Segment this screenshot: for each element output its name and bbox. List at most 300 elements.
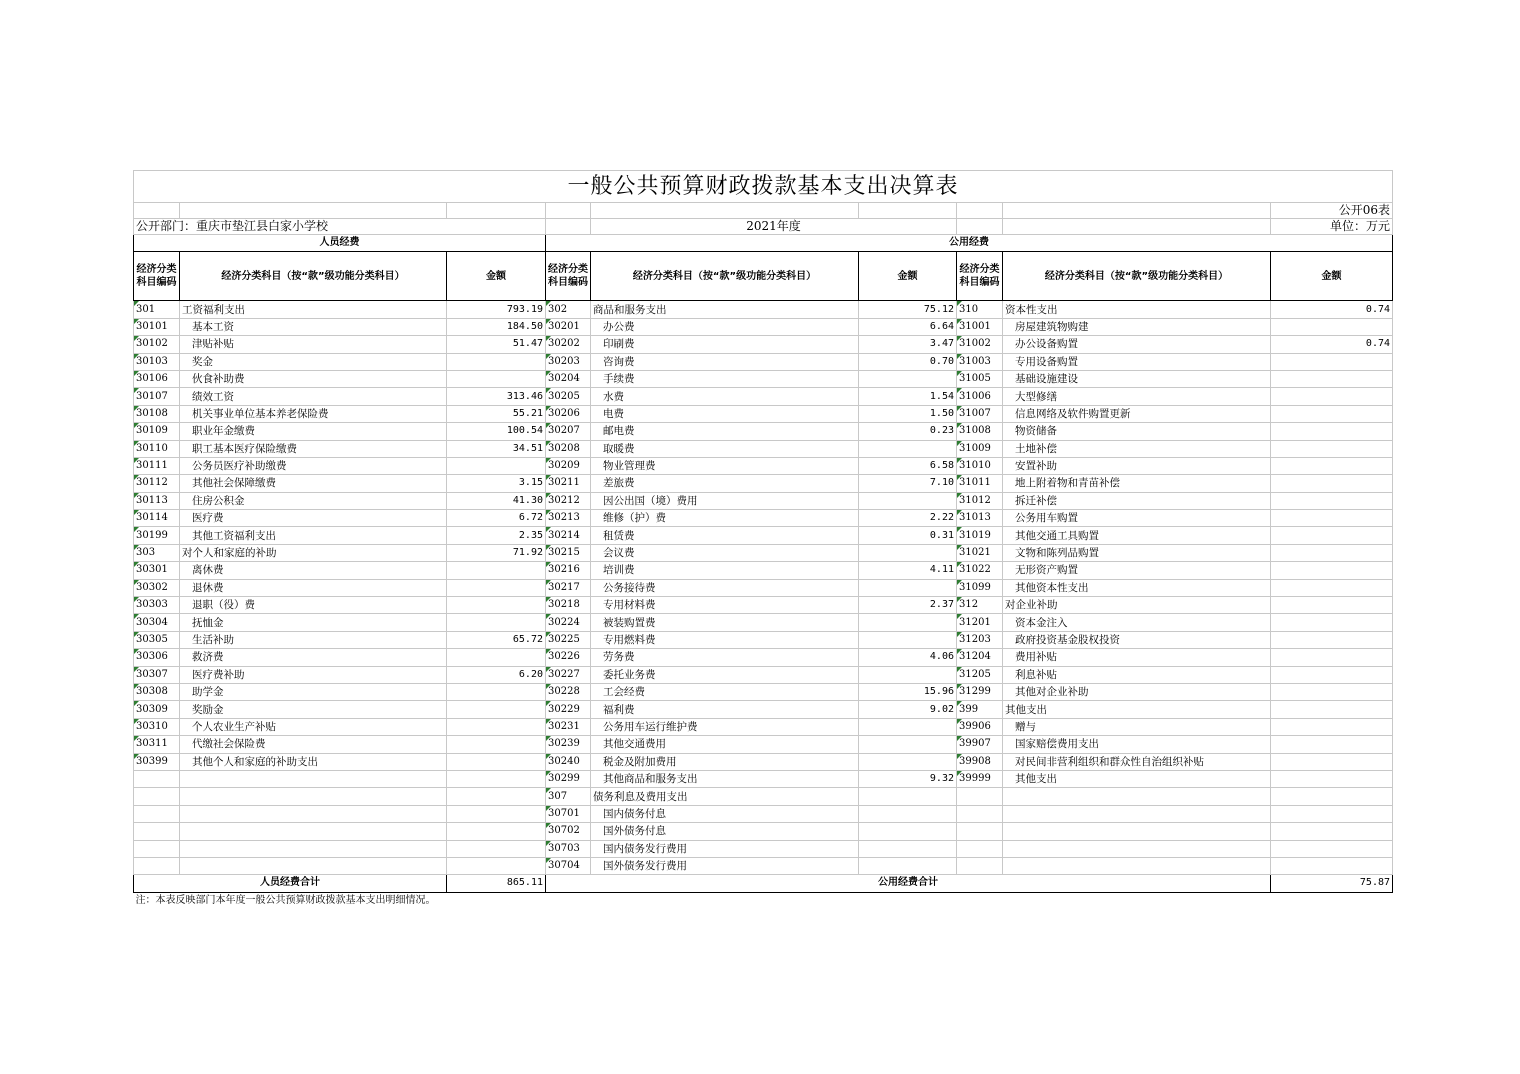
row-name: 伙食补助费 bbox=[180, 370, 447, 387]
row-name: 基本工资 bbox=[180, 318, 447, 335]
row-code-text: 30114 bbox=[136, 512, 168, 524]
row-code-text: 30306 bbox=[136, 651, 168, 663]
row-code bbox=[134, 562, 180, 579]
row-code-text: 30101 bbox=[136, 320, 168, 332]
row-code bbox=[546, 805, 591, 822]
row-amount: 6.58 bbox=[859, 457, 957, 474]
row-code bbox=[957, 527, 1003, 544]
row-amount bbox=[447, 683, 546, 700]
row-code-text: 30110 bbox=[136, 442, 168, 454]
row-code-text: 30702 bbox=[548, 825, 580, 837]
row-amount bbox=[1271, 597, 1393, 614]
cell-flag-icon bbox=[546, 371, 551, 376]
row-code bbox=[134, 544, 180, 561]
row-name: 国外债务发行费用 bbox=[591, 857, 859, 874]
cell-flag-icon bbox=[546, 527, 551, 532]
row-name: 退休费 bbox=[180, 579, 447, 596]
row-amount bbox=[1271, 527, 1393, 544]
row-name: 职业年金缴费 bbox=[180, 423, 447, 440]
row-name: 其他支出 bbox=[1003, 701, 1271, 718]
row-name: 水费 bbox=[591, 388, 859, 405]
row-code bbox=[957, 736, 1003, 753]
row-name: 物业管理费 bbox=[591, 457, 859, 474]
row-name: 政府投资基金股权投资 bbox=[1003, 631, 1271, 648]
row-code-text: 30206 bbox=[548, 407, 580, 419]
table-row bbox=[134, 718, 1393, 735]
row-code bbox=[957, 770, 1003, 787]
row-code bbox=[134, 823, 180, 840]
row-amount bbox=[1271, 701, 1393, 718]
row-name: 被装购置费 bbox=[591, 614, 859, 631]
row-code-text: 30209 bbox=[548, 460, 580, 472]
table-row bbox=[134, 840, 1393, 857]
cell-flag-icon bbox=[957, 458, 962, 463]
row-code bbox=[134, 510, 180, 527]
cell-flag-icon bbox=[134, 510, 139, 515]
row-code bbox=[546, 597, 591, 614]
row-amount: 2.22 bbox=[859, 510, 957, 527]
row-amount bbox=[1271, 666, 1393, 683]
row-amount bbox=[1271, 753, 1393, 770]
row-code-text: 30228 bbox=[548, 686, 580, 698]
cell-flag-icon bbox=[134, 371, 139, 376]
row-amount bbox=[447, 562, 546, 579]
cell-flag-icon bbox=[134, 667, 139, 672]
row-name: 住房公积金 bbox=[180, 492, 447, 509]
row-code bbox=[957, 475, 1003, 492]
cell-flag-icon bbox=[957, 667, 962, 672]
row-code bbox=[546, 370, 591, 387]
cell-flag-icon bbox=[546, 580, 551, 585]
cell-flag-icon bbox=[957, 319, 962, 324]
row-code bbox=[957, 683, 1003, 700]
table-row bbox=[134, 370, 1393, 387]
cell-flag-icon bbox=[134, 719, 139, 724]
row-amount bbox=[447, 736, 546, 753]
table-row bbox=[134, 353, 1393, 370]
row-code-text: 31201 bbox=[959, 616, 991, 628]
row-amount: 6.64 bbox=[859, 318, 957, 335]
cell-flag-icon bbox=[134, 701, 139, 706]
row-amount: 34.51 bbox=[447, 440, 546, 457]
row-code-text: 30225 bbox=[548, 634, 580, 645]
row-code-text: 30240 bbox=[548, 755, 580, 767]
row-code-text: 30310 bbox=[136, 720, 168, 732]
row-amount bbox=[1271, 423, 1393, 440]
row-code bbox=[546, 823, 591, 840]
cell-flag-icon bbox=[546, 423, 551, 428]
cell-flag-icon bbox=[957, 475, 962, 480]
cell-flag-icon bbox=[957, 562, 962, 567]
table-row bbox=[134, 457, 1393, 474]
row-amount: 3.15 bbox=[447, 475, 546, 492]
cell-flag-icon bbox=[546, 354, 551, 359]
row-name: 资本性支出 bbox=[1003, 301, 1271, 318]
row-amount bbox=[1271, 823, 1393, 840]
unit-label: 单位：万元 bbox=[1271, 219, 1393, 235]
cell-flag-icon bbox=[134, 545, 139, 550]
row-amount: 313.46 bbox=[447, 388, 546, 405]
row-code bbox=[134, 683, 180, 700]
row-name: 生活补助 bbox=[180, 631, 447, 648]
table-row bbox=[134, 527, 1393, 544]
row-amount: 793.19 bbox=[447, 301, 546, 318]
row-name: 劳务费 bbox=[591, 649, 859, 666]
row-amount bbox=[1271, 388, 1393, 405]
row-amount bbox=[859, 857, 957, 874]
cell-flag-icon bbox=[134, 388, 139, 393]
row-code bbox=[546, 579, 591, 596]
table-row bbox=[134, 753, 1393, 770]
row-code-text: 30215 bbox=[548, 547, 580, 559]
cell-flag-icon bbox=[957, 406, 962, 411]
row-code-text: 30231 bbox=[548, 720, 580, 732]
row-amount bbox=[859, 736, 957, 753]
row-name: 对企业补助 bbox=[1003, 597, 1271, 614]
row-code-text: 30106 bbox=[136, 373, 168, 385]
row-amount bbox=[1271, 840, 1393, 857]
public-group-header: 公用经费 bbox=[546, 235, 1393, 252]
row-name: 专用设备购置 bbox=[1003, 353, 1271, 370]
cell-flag-icon bbox=[134, 736, 139, 741]
row-code bbox=[546, 388, 591, 405]
row-name: 商品和服务支出 bbox=[591, 301, 859, 318]
row-code bbox=[134, 597, 180, 614]
row-code bbox=[546, 423, 591, 440]
row-amount: 1.50 bbox=[859, 405, 957, 422]
row-name: 国内债务发行费用 bbox=[591, 840, 859, 857]
row-amount bbox=[859, 614, 957, 631]
row-code-text: 39908 bbox=[959, 755, 991, 767]
row-amount bbox=[1271, 805, 1393, 822]
row-code bbox=[134, 701, 180, 718]
row-code bbox=[957, 544, 1003, 561]
cell-flag-icon bbox=[957, 423, 962, 428]
cell-flag-icon bbox=[546, 771, 551, 776]
row-name: 助学金 bbox=[180, 683, 447, 700]
row-code bbox=[957, 649, 1003, 666]
row-name: 取暖费 bbox=[591, 440, 859, 457]
row-name bbox=[180, 788, 447, 805]
row-code-text: 399 bbox=[959, 703, 979, 715]
row-code-text: 30308 bbox=[136, 686, 168, 698]
row-code-text: 31012 bbox=[959, 494, 991, 506]
row-code-text: 30112 bbox=[136, 477, 168, 489]
cell-flag-icon bbox=[546, 754, 551, 759]
row-code bbox=[546, 457, 591, 474]
row-code-text: 31007 bbox=[959, 407, 991, 419]
cell-flag-icon bbox=[546, 736, 551, 741]
row-name: 工会经费 bbox=[591, 683, 859, 700]
row-name: 拆迁补偿 bbox=[1003, 492, 1271, 509]
row-code-text: 31205 bbox=[959, 668, 991, 680]
cell-flag-icon bbox=[957, 684, 962, 689]
table-note: 注：本表反映部门本年度一般公共预算财政拨款基本支出明细情况。 bbox=[135, 894, 436, 906]
row-code-text: 31003 bbox=[959, 355, 991, 367]
cell-flag-icon bbox=[957, 371, 962, 376]
row-code bbox=[957, 370, 1003, 387]
row-name: 委托业务费 bbox=[591, 666, 859, 683]
cell-flag-icon bbox=[546, 441, 551, 446]
cell-flag-icon bbox=[957, 354, 962, 359]
row-amount bbox=[447, 753, 546, 770]
cell-flag-icon bbox=[957, 441, 962, 446]
cell-flag-icon bbox=[134, 580, 139, 585]
cell-flag-icon bbox=[957, 545, 962, 550]
row-code bbox=[546, 336, 591, 353]
department-label: 公开部门：重庆市垫江县白家小学校 bbox=[134, 219, 546, 235]
budget-sheet bbox=[133, 170, 1392, 909]
cell-flag-icon bbox=[957, 649, 962, 654]
col-header-code: 经济分类科目编码 bbox=[957, 252, 1003, 301]
row-code bbox=[546, 562, 591, 579]
row-name: 绩效工资 bbox=[180, 388, 447, 405]
table-row bbox=[134, 736, 1393, 753]
row-code bbox=[957, 614, 1003, 631]
row-code bbox=[134, 736, 180, 753]
cell-flag-icon bbox=[546, 684, 551, 689]
cell-flag-icon bbox=[957, 614, 962, 619]
row-amount bbox=[447, 823, 546, 840]
cell-flag-icon bbox=[134, 354, 139, 359]
row-amount bbox=[447, 857, 546, 874]
row-code-text: 30102 bbox=[136, 338, 168, 350]
row-name: 医疗费补助 bbox=[180, 666, 447, 683]
row-amount: 9.02 bbox=[859, 701, 957, 718]
cell-flag-icon bbox=[546, 475, 551, 480]
row-code bbox=[546, 614, 591, 631]
row-code bbox=[546, 440, 591, 457]
row-name: 办公费 bbox=[591, 318, 859, 335]
row-code-text: 30229 bbox=[548, 703, 580, 715]
cell-flag-icon bbox=[957, 736, 962, 741]
row-code bbox=[546, 544, 591, 561]
row-name: 奖金 bbox=[180, 353, 447, 370]
row-code bbox=[134, 805, 180, 822]
col-header-name: 经济分类科目（按“款”级功能分类科目） bbox=[180, 252, 447, 301]
row-name: 基础设施建设 bbox=[1003, 370, 1271, 387]
row-code-text: 30103 bbox=[136, 355, 168, 367]
cell-flag-icon bbox=[546, 806, 551, 811]
public-total-value: 75.87 bbox=[1271, 875, 1393, 892]
row-code bbox=[957, 718, 1003, 735]
row-code-text: 31021 bbox=[959, 547, 991, 559]
row-amount: 6.20 bbox=[447, 666, 546, 683]
cell-flag-icon bbox=[134, 336, 139, 341]
row-amount bbox=[1271, 562, 1393, 579]
row-amount bbox=[447, 788, 546, 805]
row-amount bbox=[1271, 475, 1393, 492]
row-name: 邮电费 bbox=[591, 423, 859, 440]
row-code-text: 30701 bbox=[548, 807, 580, 819]
cell-flag-icon bbox=[134, 301, 139, 306]
row-name bbox=[1003, 840, 1271, 857]
row-name: 费用补贴 bbox=[1003, 649, 1271, 666]
fiscal-year: 2021年度 bbox=[591, 219, 957, 235]
row-code bbox=[546, 527, 591, 544]
row-amount: 65.72 bbox=[447, 631, 546, 648]
cell-flag-icon bbox=[957, 754, 962, 759]
row-code bbox=[957, 405, 1003, 422]
row-name: 其他支出 bbox=[1003, 770, 1271, 787]
row-code-text: 30212 bbox=[548, 494, 580, 506]
row-amount: 1.54 bbox=[859, 388, 957, 405]
row-name: 电费 bbox=[591, 405, 859, 422]
row-code bbox=[957, 457, 1003, 474]
col-header-amount: 金额 bbox=[1271, 252, 1393, 301]
row-code-text: 31204 bbox=[959, 651, 991, 663]
row-name: 医疗费 bbox=[180, 510, 447, 527]
row-name bbox=[1003, 805, 1271, 822]
row-name: 租赁费 bbox=[591, 527, 859, 544]
table-row bbox=[134, 579, 1393, 596]
row-code bbox=[134, 666, 180, 683]
row-code-text: 30107 bbox=[136, 390, 168, 402]
row-amount bbox=[1271, 857, 1393, 874]
table-row bbox=[134, 423, 1393, 440]
cell-flag-icon bbox=[134, 614, 139, 619]
row-code-text: 31006 bbox=[959, 390, 991, 402]
cell-flag-icon bbox=[546, 562, 551, 567]
row-code-text: 30109 bbox=[136, 425, 168, 437]
row-name: 地上附着物和青苗补偿 bbox=[1003, 475, 1271, 492]
row-amount bbox=[859, 579, 957, 596]
table-row bbox=[134, 683, 1393, 700]
row-code bbox=[957, 579, 1003, 596]
table-row bbox=[134, 649, 1393, 666]
row-code-text: 30205 bbox=[548, 390, 580, 402]
row-amount: 100.54 bbox=[447, 423, 546, 440]
row-code-text: 31001 bbox=[959, 320, 991, 332]
row-name bbox=[180, 805, 447, 822]
row-code bbox=[134, 649, 180, 666]
row-code bbox=[546, 840, 591, 857]
cell-flag-icon bbox=[546, 649, 551, 654]
row-code-text: 30208 bbox=[548, 442, 580, 454]
row-name: 对民间非营利组织和群众性自治组织补贴 bbox=[1003, 753, 1271, 770]
cell-flag-icon bbox=[134, 754, 139, 759]
cell-flag-icon bbox=[134, 493, 139, 498]
row-amount: 4.06 bbox=[859, 649, 957, 666]
row-name: 其他商品和服务支出 bbox=[591, 770, 859, 787]
row-name: 培训费 bbox=[591, 562, 859, 579]
row-amount bbox=[1271, 736, 1393, 753]
row-code bbox=[546, 301, 591, 318]
row-code-text: 303 bbox=[136, 547, 156, 559]
row-name bbox=[1003, 857, 1271, 874]
row-amount bbox=[1271, 353, 1393, 370]
row-name: 国外债务付息 bbox=[591, 823, 859, 840]
row-code-text: 39907 bbox=[959, 738, 991, 750]
row-code-text: 30307 bbox=[136, 668, 168, 680]
row-name: 手续费 bbox=[591, 370, 859, 387]
cell-flag-icon bbox=[134, 649, 139, 654]
cell-flag-icon bbox=[546, 545, 551, 550]
row-name: 奖励金 bbox=[180, 701, 447, 718]
row-amount bbox=[1271, 492, 1393, 509]
row-code bbox=[546, 683, 591, 700]
row-name: 其他个人和家庭的补助支出 bbox=[180, 753, 447, 770]
row-amount bbox=[447, 649, 546, 666]
row-code bbox=[546, 736, 591, 753]
col-header-name: 经济分类科目（按“款”级功能分类科目） bbox=[591, 252, 859, 301]
row-code-text: 31022 bbox=[959, 564, 991, 576]
row-code bbox=[957, 701, 1003, 718]
row-code-text: 30301 bbox=[136, 564, 168, 576]
row-name: 物资储备 bbox=[1003, 423, 1271, 440]
row-code bbox=[134, 423, 180, 440]
table-row bbox=[134, 857, 1393, 874]
row-name: 资本金注入 bbox=[1003, 614, 1271, 631]
col-header-amount: 金额 bbox=[859, 252, 957, 301]
cell-flag-icon bbox=[546, 319, 551, 324]
public-total-label: 公用经费合计 bbox=[546, 875, 1271, 892]
row-code-text: 302 bbox=[548, 303, 568, 315]
cell-flag-icon bbox=[546, 301, 551, 306]
row-amount: 2.37 bbox=[859, 597, 957, 614]
row-amount bbox=[859, 788, 957, 805]
row-code-text: 30399 bbox=[136, 755, 168, 767]
row-code bbox=[957, 597, 1003, 614]
row-code-text: 30218 bbox=[548, 599, 580, 611]
row-amount: 7.10 bbox=[859, 475, 957, 492]
row-code bbox=[134, 840, 180, 857]
row-name: 维修（护）费 bbox=[591, 510, 859, 527]
cell-flag-icon bbox=[546, 614, 551, 619]
row-amount bbox=[1271, 318, 1393, 335]
row-code-text: 31013 bbox=[959, 512, 991, 524]
row-code bbox=[546, 492, 591, 509]
row-amount bbox=[1271, 579, 1393, 596]
row-name: 会议费 bbox=[591, 544, 859, 561]
row-amount: 55.21 bbox=[447, 405, 546, 422]
row-code bbox=[546, 631, 591, 648]
row-name: 利息补贴 bbox=[1003, 666, 1271, 683]
cell-flag-icon bbox=[546, 858, 551, 863]
row-code bbox=[134, 718, 180, 735]
row-amount: 0.74 bbox=[1271, 336, 1393, 353]
row-code bbox=[546, 857, 591, 874]
row-amount: 0.31 bbox=[859, 527, 957, 544]
row-code bbox=[134, 527, 180, 544]
cell-flag-icon bbox=[957, 580, 962, 585]
row-amount bbox=[859, 631, 957, 648]
row-name: 退职（役）费 bbox=[180, 597, 447, 614]
row-code-text: 31010 bbox=[959, 460, 991, 472]
row-amount bbox=[859, 492, 957, 509]
row-code-text: 30704 bbox=[548, 860, 580, 872]
row-code bbox=[957, 510, 1003, 527]
row-code bbox=[134, 405, 180, 422]
row-code-text: 30207 bbox=[548, 425, 580, 437]
row-code bbox=[134, 492, 180, 509]
table-row bbox=[134, 597, 1393, 614]
cell-flag-icon bbox=[134, 475, 139, 480]
row-amount: 71.92 bbox=[447, 544, 546, 561]
row-amount bbox=[1271, 770, 1393, 787]
cell-flag-icon bbox=[134, 458, 139, 463]
row-name: 赠与 bbox=[1003, 718, 1271, 735]
row-code-text: 30304 bbox=[136, 616, 168, 628]
row-name bbox=[180, 857, 447, 874]
row-amount bbox=[447, 718, 546, 735]
row-name: 津贴补贴 bbox=[180, 336, 447, 353]
row-code bbox=[957, 423, 1003, 440]
row-amount bbox=[447, 701, 546, 718]
row-amount: 41.30 bbox=[447, 492, 546, 509]
cell-flag-icon bbox=[546, 336, 551, 341]
table-row bbox=[134, 510, 1393, 527]
